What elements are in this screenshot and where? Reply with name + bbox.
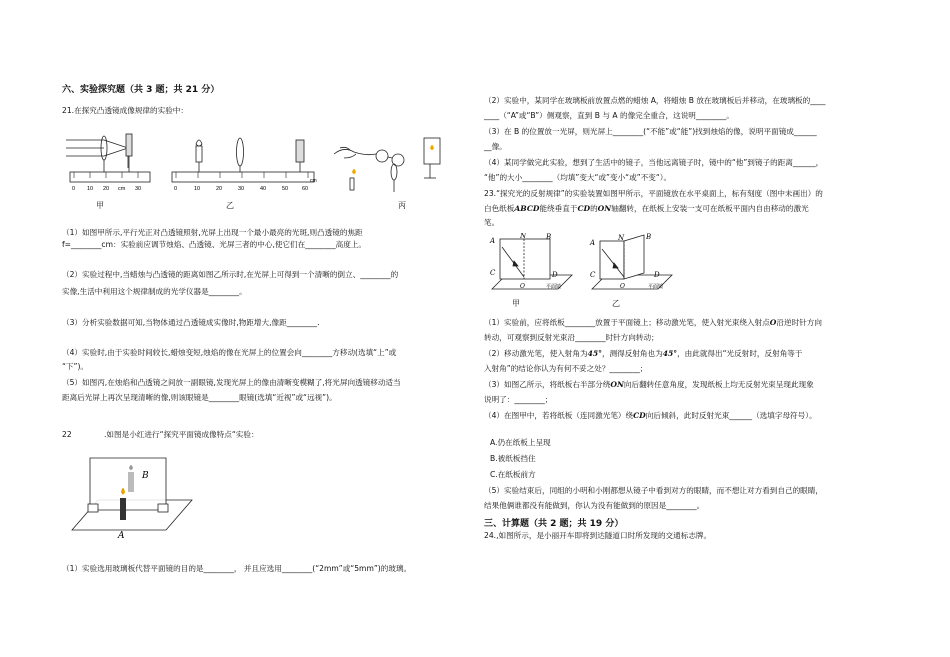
fig23-label-mirror: 平面镜 bbox=[546, 284, 562, 290]
q23-line3: 笔。 bbox=[484, 218, 500, 227]
q21-part5-line1: （5）如图丙,在烛焰和凸透镜之间放一副眼镜,发现光屏上的像由清晰变模糊了,将光屏向透镜移动适当 bbox=[62, 378, 401, 387]
caption-fig23-yi: 乙 bbox=[612, 299, 620, 308]
q22-part4-line2: “他”的大小________（均填”变大“或”变小“或”不变“）。 bbox=[484, 173, 672, 182]
caption-jia: 甲 bbox=[96, 201, 104, 210]
q21-part1-line2: f=________cm：实验前应调节烛焰、凸透镜、光屏三者的中心,使它们在________高度上。 bbox=[62, 240, 366, 249]
q21-part1-line1: （1）如图甲所示,平行光正对凸透镜照射,光屏上出现一个最小最亮的光斑,则凸透镜的焦距 bbox=[62, 228, 363, 237]
fig23b-label-a: A bbox=[590, 239, 596, 247]
fig23b-label-mirror: 平面镜 bbox=[648, 284, 664, 290]
q23-part5-line1: （5）实验结束后，同组的小明和小刚都想从镜子中看到对方的眼睛，而不想让对方看到自己的眼睛， bbox=[484, 486, 823, 495]
q24: 24.,如图所示，是小丽开车即将到达隧道口时所发现的交通标志牌。 bbox=[484, 531, 712, 540]
fig23b-label-o: O bbox=[620, 283, 625, 290]
ruler2-tick-2: 20 bbox=[216, 186, 223, 192]
q22-part2-line1: （2）实验中，某同学在玻璃板前放置点燃的蜡烛 A，将蜡烛 B 放在玻璃板后并移动，在玻璃板的____ bbox=[484, 96, 826, 105]
q23-part2-line1: （2）移动激光笔，使入射角为45°，测得反射角也为45°，由此就得出“光反射时，反射角等于 bbox=[484, 349, 803, 358]
q22-number: 22 bbox=[62, 430, 72, 439]
option-a: A.仍在纸板上呈现 bbox=[490, 438, 551, 447]
q21-part3: （3）分析实验数据可知,当物体通过凸透镜成实像时,物距增大,像距________. bbox=[62, 318, 320, 327]
fig23b-label-c: C bbox=[590, 271, 596, 279]
label-cd: CD bbox=[577, 204, 591, 213]
q23-part5-line2: 结果他俩谁都没有能做到，你认为没有能做到的原因是________。 bbox=[484, 501, 705, 510]
fig23-label-b: B bbox=[546, 233, 552, 241]
q21-part2-line1: （2）实验过程中,当蜡烛与凸透镜的距离如图乙所示时,在光屏上可得到一个清晰的倒立、________的 bbox=[62, 270, 399, 279]
ruler1-tick-2: 20 bbox=[103, 186, 110, 192]
fig23b-label-b: B bbox=[646, 233, 652, 241]
q22-intro: .如图是小红进行“探究平面镜成像特点“实验： bbox=[104, 430, 259, 439]
ruler2-tick-3: 30 bbox=[238, 186, 245, 192]
fig22-label-a: A bbox=[118, 531, 125, 541]
ruler2-tick-7: cm bbox=[310, 178, 317, 184]
q22-part4-line1: （4）某同学做完此实验，想到了生活中的镜子，当他远离镜子时，镜中的“他”到镜子的距离______， bbox=[484, 158, 824, 167]
angle-45-b: 45° bbox=[662, 349, 678, 358]
q23-part3-line2: 说明了：________； bbox=[484, 395, 553, 404]
q22-part3-line2: __像。 bbox=[484, 142, 507, 151]
q22-part3-line1: （3）在 B 的位置放一光屏，则光屏上________(“不能”或“能”)找到烛焰的像，说明平面镜成______ bbox=[484, 127, 817, 136]
q21-intro: 21.在探究凸透镜成像规律的实验中： bbox=[62, 106, 188, 115]
label-on: ON bbox=[597, 204, 612, 213]
angle-45-a: 45° bbox=[587, 349, 602, 358]
q23-part1-line2: 转动，可观察到反射光束沿________时针方向转动； bbox=[484, 333, 659, 342]
q23-part1-line1: （1）实验前，应将纸板________放置于平面镜上；移动激光笔，使入射光束绕入射点O沿逆时针方向 bbox=[484, 318, 822, 327]
figure-yi-optical-bench bbox=[168, 132, 318, 196]
section-title-experiments: 六、实验探究题（共 3 题；共 21 分） bbox=[62, 85, 220, 95]
label-on-2: ON bbox=[610, 380, 624, 389]
fig23b-label-d: D bbox=[654, 271, 660, 279]
ruler1-tick-4: 30 bbox=[135, 186, 142, 192]
ruler2-tick-5: 50 bbox=[282, 186, 289, 192]
fig23-label-a: A bbox=[490, 237, 496, 245]
fig23b-label-n: N bbox=[618, 234, 625, 242]
q21-part2-line2: 实像,生活中利用这个规律制成的光学仪器是________。 bbox=[62, 287, 247, 296]
fig23-label-c: C bbox=[490, 269, 496, 277]
caption-yi: 乙 bbox=[226, 201, 234, 210]
caption-bing: 丙 bbox=[398, 201, 406, 210]
ruler1-tick-0: 0 bbox=[72, 186, 76, 192]
q23-part2-line2: 入射角”的结论你认为有何不妥之处？________； bbox=[484, 364, 648, 373]
figure-bing-glasses bbox=[330, 134, 450, 196]
section-title-calculation: 三、计算题（共 2 题；共 19 分） bbox=[484, 519, 624, 529]
q21-part4-line1: （4）实验时,由于实验时间较长,蜡烛变短,烛焰的像在光屏上的位置会向________方移动(选填“上”或 bbox=[62, 348, 397, 357]
ruler2-tick-1: 10 bbox=[194, 186, 201, 192]
q21-part5-line2: 距离后光屏上再次呈现清晰的像,则该眼镜是________眼镜(选填“近视”或“远视”)。 bbox=[62, 393, 337, 402]
ruler1-tick-3: cm bbox=[118, 186, 126, 192]
q22-part2-line2: ____（“A”或“B”）侧观察，直到 B 与 A 的像完全重合，这说明________。 bbox=[484, 111, 734, 120]
q23-part4: （4）在图甲中，若将纸板（连同激光笔）绕CD向后倾斜，此时反射光束______（选填字母符号）。 bbox=[484, 411, 817, 420]
figure-reflection-yi bbox=[588, 233, 674, 295]
label-o: O bbox=[769, 318, 777, 327]
q21-part4-line2: “下”)。 bbox=[62, 362, 89, 371]
option-b: B.被纸板挡住 bbox=[490, 454, 536, 463]
q23-line2: 白色纸板ABCD能绕垂直于CD的ON轴翻转，在纸板上安装一支可在纸板平面内自由移动的激光 bbox=[484, 204, 809, 213]
ruler2-tick-4: 40 bbox=[260, 186, 267, 192]
q23-part3-line1: （3）如图乙所示，将纸板右半部分绕ON向后翻转任意角度，发现纸板上均无反射光束呈现此现象 bbox=[484, 380, 814, 389]
fig23-label-n: N bbox=[520, 233, 527, 240]
q23-line1: 23.“探究光的反射规律”的实验装置如图甲所示，平面镜放在水平桌面上，标有刻度（图中未画出）的 bbox=[484, 189, 823, 198]
option-c: C.在纸板前方 bbox=[490, 470, 536, 479]
ruler2-tick-0: 0 bbox=[174, 186, 178, 192]
fig23-label-o: O bbox=[520, 283, 525, 290]
caption-fig23-jia: 甲 bbox=[512, 299, 520, 308]
ruler2-tick-6: 60 bbox=[302, 186, 309, 192]
ruler1-tick-1: 10 bbox=[87, 186, 94, 192]
label-cd-2: CD bbox=[633, 411, 646, 420]
figure-jia-convex-lens bbox=[62, 128, 154, 196]
figure-reflection-jia bbox=[488, 233, 574, 295]
fig22-label-b: B bbox=[142, 471, 149, 481]
q22-part1: （1）实验选用玻璃板代替平面镜的目的是________， 并且应选用________(“2mm”或“5mm”)的玻璃。 bbox=[62, 564, 412, 573]
fig23-label-d: D bbox=[552, 271, 558, 279]
label-abcd: ABCD bbox=[514, 204, 540, 213]
figure-plane-mirror bbox=[66, 448, 194, 544]
